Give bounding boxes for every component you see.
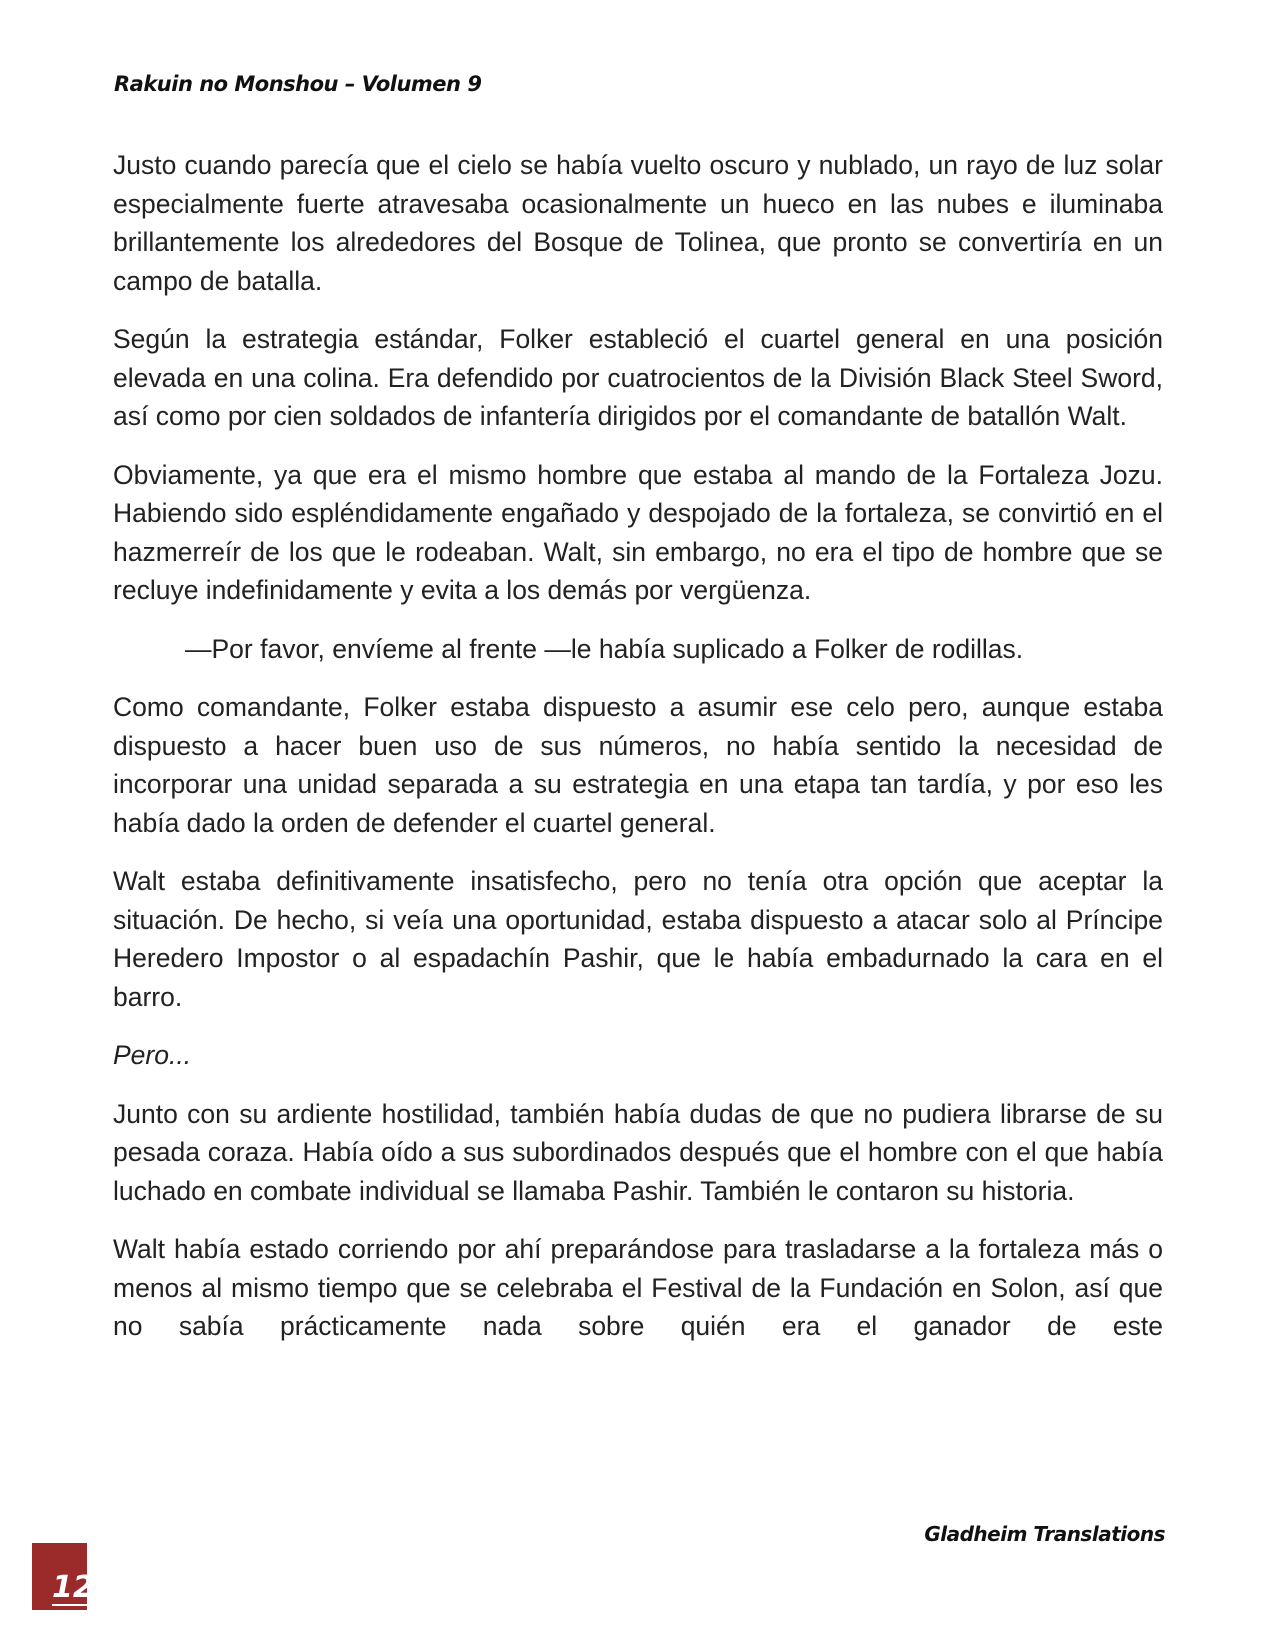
running-header-title: Rakuin no Monshou – Volumen 9 [114, 72, 482, 96]
paragraph: Walt estaba definitivamente insatisfecho, pero no tenía otra opción que aceptar la situación. De hecho, si veía una oportunidad, estaba dispuesto a atacar solo al Príncipe Heredero Impostor o al espadachín Pashir, que le había embadurnado la cara en el barro. [113, 866, 1163, 1012]
paragraph: Obviamente, ya que era el mismo hombre que estaba al mando de la Fortaleza Jozu. Habiendo sido espléndidamente engañado y despojado de la fortaleza, se convirtió en el hazmerreír de los que le rodeaban. Walt, sin embargo, no era el tipo de hombre que se recluye indefinidamente y evita a los demás por vergüenza. [113, 459, 1163, 605]
paragraph: Walt había estado corriendo por ahí preparándose para trasladarse a la fortaleza más o menos al mismo tiempo que se celebraba el Festival de la Fundación en Solon, así que no sabía prácticamente nada sobre quién era el ganador de este [113, 1234, 1163, 1341]
footer-credit: Gladheim Translations [924, 1522, 1165, 1546]
page-number-badge [32, 1543, 94, 1610]
page-number: 12 [52, 1570, 94, 1605]
paragraph: Junto con su ardiente hostilidad, también había dudas de que no pudiera librarse de su pesada coraza. Había oído a sus subordinados después que el hombre con el que había luchado en combate individual se llamaba Pashir. También le contaron su historia. [113, 1098, 1163, 1206]
page-body [113, 146, 1163, 1346]
paragraph: Justo cuando parecía que el cielo se había vuelto oscuro y nublado, un rayo de luz solar especialmente fuerte atravesaba ocasionalmente un hueco en las nubes e iluminaba brillantemente los alrededores del Bosque de Tolinea, que pronto se convertiría en un campo de batalla. [113, 150, 1163, 296]
italic-paragraph: Pero... [113, 1040, 192, 1070]
paragraph: Como comandante, Folker estaba dispuesto a asumir ese celo pero, aunque estaba dispuesto a hacer buen uso de sus números, no había sentido la necesidad de incorporar una unidad separada a su estrategia en una etapa tan tardía, y por eso les había dado la orden de defender el cuartel general. [113, 692, 1163, 838]
paragraph: Según la estrategia estándar, Folker estableció el cuartel general en una posición elevada en una colina. Era defendido por cuatrocientos de la División Black Steel Sword, así como por cien soldados de infantería dirigidos por el comandante de batallón Walt. [113, 324, 1163, 431]
dialogue-line: —Por favor, envíeme al frente —le había suplicado a Folker de rodillas. [185, 633, 1024, 664]
